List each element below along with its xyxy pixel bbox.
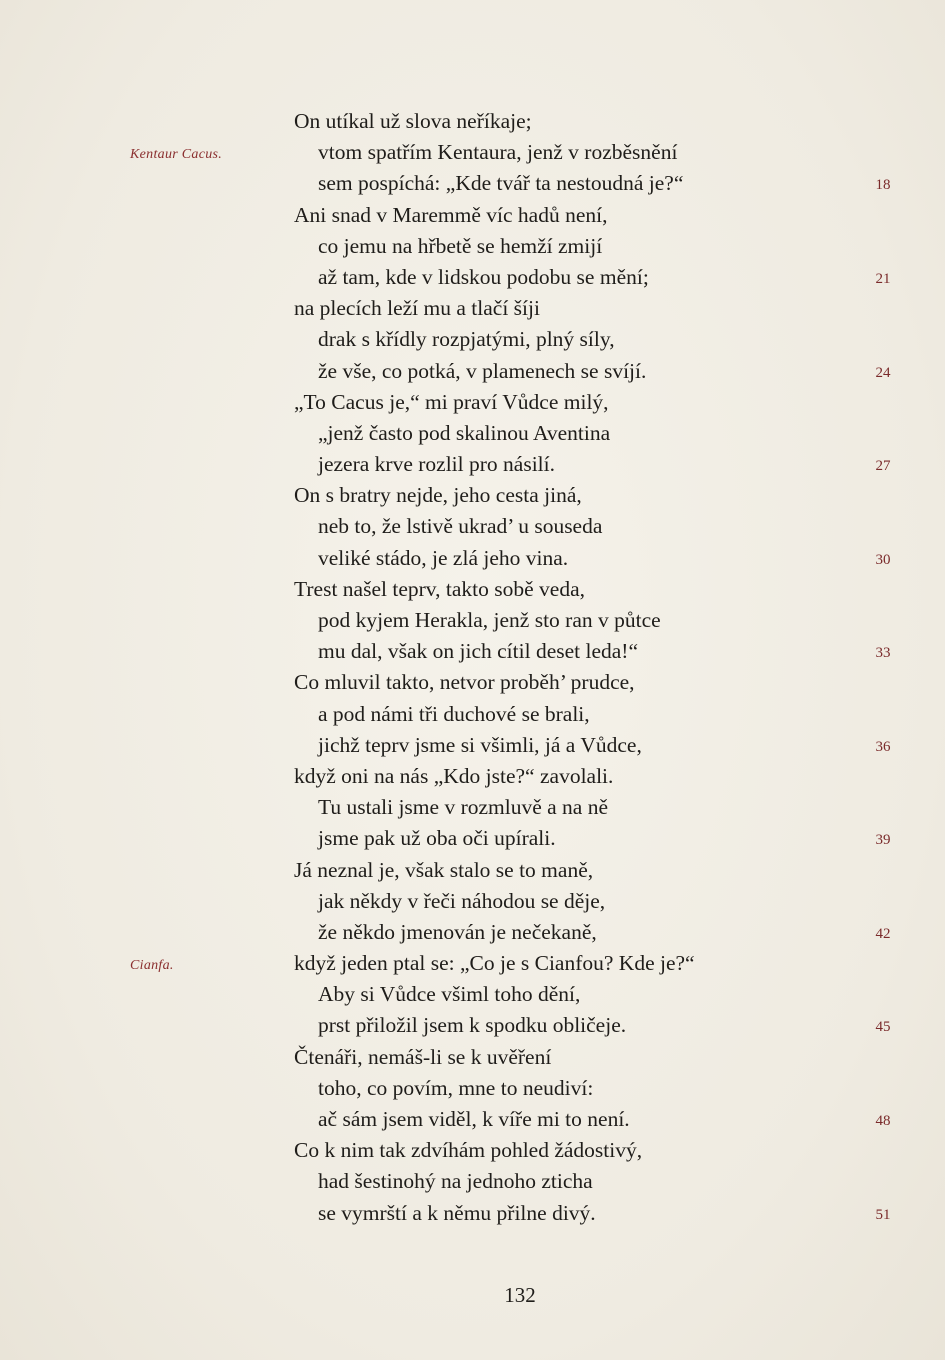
verse-text: vtom spatřím Kentaura, jenž v rozběsnění — [318, 140, 678, 165]
verse-line — [0, 480, 945, 511]
verse-text: drak s křídly rozpjatými, plný síly, — [318, 327, 615, 352]
verse-text: se vymrští a k němu přilne divý. — [318, 1200, 596, 1225]
margin-note: Cianfa. — [130, 958, 174, 974]
verse-text: On s bratry nejde, jeho cesta jiná, — [294, 483, 582, 508]
verse-text: toho, co povím, mne to neudiví: — [318, 1075, 594, 1100]
verse-line — [0, 324, 945, 355]
verse-text: pod kyjem Herakla, jenž sto ran v půtce — [318, 608, 661, 632]
verse-text: Ani snad v Maremmě víc hadů není, — [294, 202, 608, 227]
verse-line — [0, 1042, 945, 1073]
verse-line — [0, 1073, 945, 1104]
verse-line — [0, 231, 945, 262]
verse-line — [0, 449, 945, 480]
line-number: 27 — [875, 458, 891, 475]
verse-line — [0, 605, 945, 636]
line-number: 33 — [875, 645, 891, 662]
verse-line — [0, 1104, 945, 1135]
margin-note: Kentaur Cacus. — [130, 147, 223, 163]
verse-line — [0, 917, 945, 948]
verse-text: když jeden ptal se: „Co je s Cianfou? Kde je?“ — [294, 951, 695, 976]
verse-text: že vše, co potká, v plamenech se svíjí. — [318, 358, 647, 383]
line-number: 36 — [875, 738, 891, 755]
verse-text: že někdo jmenován je nečekaně, — [318, 919, 597, 944]
verse-line — [0, 1010, 945, 1041]
verse-line — [0, 356, 945, 387]
verse-line — [0, 168, 945, 199]
verse-line — [0, 511, 945, 542]
verse-text: „To Cacus je,“ mi praví Vůdce milý, — [294, 389, 609, 414]
verse-line — [0, 886, 945, 917]
verse-line — [0, 667, 945, 698]
verse-text: Aby si Vůdce všiml toho dění, — [318, 982, 581, 1007]
line-number: 45 — [875, 1019, 891, 1036]
verse-line — [0, 979, 945, 1010]
verse-text: Trest našel teprv, takto sobě veda, — [294, 576, 585, 601]
verse-line — [0, 699, 945, 730]
verse-line — [0, 1198, 945, 1229]
line-number: 48 — [875, 1113, 891, 1129]
line-number: 51 — [875, 1206, 891, 1223]
verse-text: a pod námi tři duchové se brali, — [318, 701, 590, 726]
verse-text: On utíkal už slova neříkaje; — [294, 109, 532, 133]
verse-line — [0, 200, 945, 231]
verse-text: „jenž často pod skalinou Aventina — [318, 420, 611, 445]
verse-line — [0, 543, 945, 574]
line-number: 30 — [875, 551, 891, 568]
verse-line — [0, 137, 945, 168]
line-number: 21 — [875, 270, 891, 287]
verse-line — [0, 418, 945, 449]
verse-text: neb to, že lstivě ukrad’ u souseda — [318, 514, 603, 539]
verse-line — [0, 106, 945, 137]
verse-text: sem pospíchá: „Kde tvář ta nestoudná je?“ — [318, 171, 684, 196]
verse-text: prst přiložil jsem k spodku obličeje. — [318, 1013, 627, 1038]
verse-line — [0, 948, 945, 979]
verse-block — [0, 106, 945, 1229]
verse-line — [0, 574, 945, 605]
verse-text: Já neznal je, však stalo se to maně, — [294, 857, 594, 882]
verse-text: jak někdy v řeči náhodou se děje, — [318, 888, 606, 913]
verse-line — [0, 823, 945, 854]
verse-text: jezera krve rozlil pro násilí. — [318, 452, 555, 477]
verse-text: jsme pak už oba oči upírali. — [318, 826, 556, 851]
verse-line — [0, 387, 945, 418]
verse-text: na plecích leží mu a tlačí šíji — [294, 296, 540, 321]
verse-text: veliké stádo, je zlá jeho vina. — [318, 545, 569, 570]
verse-text: mu dal, však on jich cítil deset leda!“ — [318, 639, 639, 664]
verse-text: Co k nim tak zdvíhám pohled žádostivý, — [294, 1138, 643, 1163]
verse-text: Čtenáři, nemáš-li se k uvěření — [294, 1044, 552, 1069]
verse-line — [0, 855, 945, 886]
line-number: 18 — [875, 177, 891, 194]
verse-text: až tam, kde v lidskou podobu se mění; — [318, 264, 649, 289]
line-number: 24 — [875, 364, 891, 381]
page-number: 132 — [504, 1283, 536, 1307]
verse-line — [0, 262, 945, 293]
verse-line — [0, 792, 945, 823]
line-number: 39 — [875, 832, 891, 849]
verse-text: když oni na nás „Kdo jste?“ zavolali. — [294, 763, 614, 788]
verse-text: ač sám jsem viděl, k víře mi to není. — [318, 1107, 630, 1131]
verse-line — [0, 1166, 945, 1197]
verse-line — [0, 1135, 945, 1166]
verse-line — [0, 761, 945, 792]
verse-line — [0, 730, 945, 761]
verse-line — [0, 636, 945, 667]
line-number: 42 — [875, 925, 891, 942]
verse-text: co jemu na hřbetě se hemží zmijí — [318, 233, 603, 258]
verse-text: jichž teprv jsme si všimli, já a Vůdce, — [318, 732, 642, 757]
verse-line — [0, 293, 945, 324]
verse-text: had šestinohý na jednoho zticha — [318, 1169, 593, 1194]
verse-text: Tu ustali jsme v rozmluvě a na ně — [318, 795, 609, 820]
verse-text: Co mluvil takto, netvor proběh’ prudce, — [294, 670, 635, 695]
